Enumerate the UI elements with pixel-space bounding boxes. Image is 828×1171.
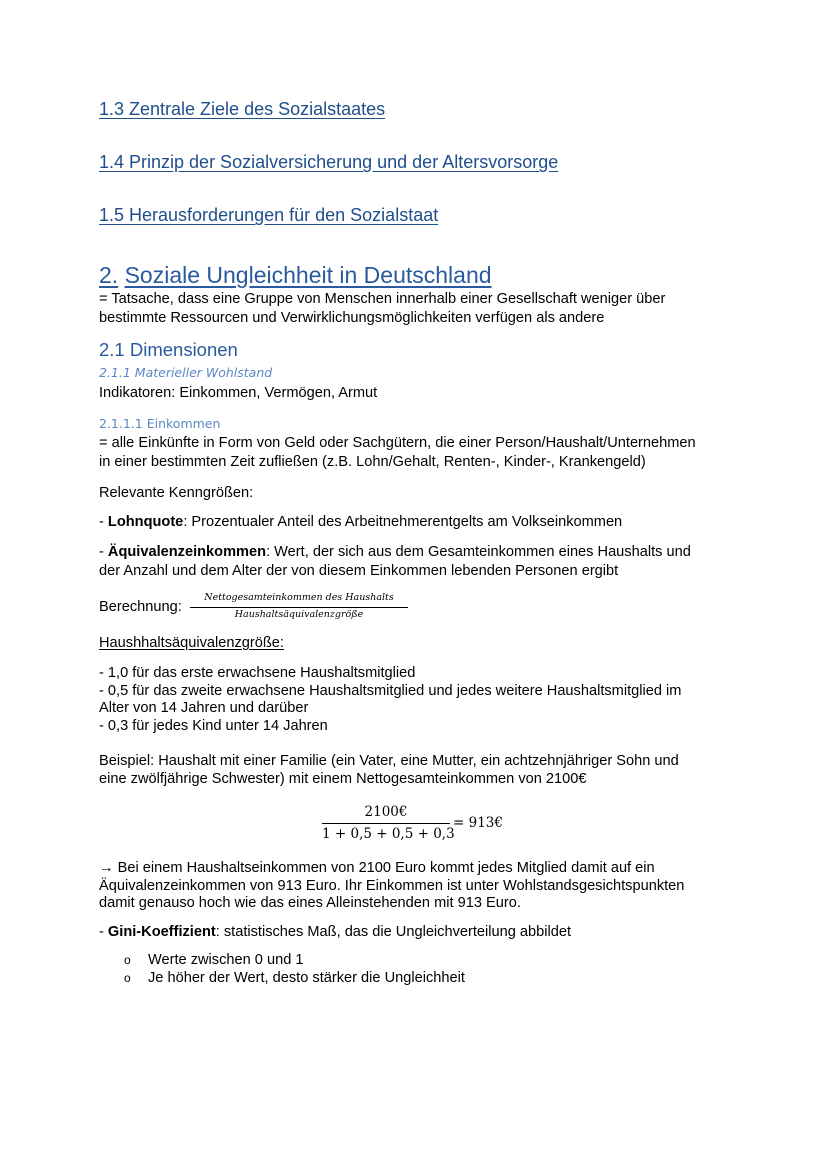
section-2-definition-line-2: bestimmte Ressourcen und Verwirklichungsmöglichkeiten verfügen als andere (99, 310, 605, 326)
aequivalenz-text-line-1: : Wert, der sich aus dem Gesamteinkommen eines Haushalts und (266, 544, 691, 560)
income-definition-line-1: = alle Einkünfte in Form von Geld oder Sachgütern, die einer Person/Haushalt/Unternehmen (99, 435, 696, 451)
example-result: = 913€ (453, 815, 503, 831)
conclusion-line-1: → Bei einem Haushaltseinkommen von 2100 Euro kommt jedes Mitglied damit auf ein (99, 860, 655, 876)
section-2-heading (99, 262, 492, 289)
subsection-2-1-1-1-heading: 2.1.1.1 Einkommen (99, 416, 221, 431)
bullet-circle-icon: o (124, 953, 131, 967)
groesse-line-2: - 0,5 für das zweite erwachsene Haushaltsmitglied und jedes weitere Haushaltsmitglied im (99, 683, 682, 699)
toc-link-1-5[interactable]: 1.5 Herausforderungen für den Sozialstaat (99, 205, 439, 225)
berechnung-label: Berechnung: (99, 599, 182, 615)
lohnquote-prefix: - (99, 514, 108, 530)
indicators-text: Indikatoren: Einkommen, Vermögen, Armut (99, 385, 378, 401)
section-2-title[interactable]: Soziale Ungleichheit in Deutschland (124, 262, 492, 288)
conclusion-line-3: damit genauso hoch wie das eines Alleinstehenden mit 913 Euro. (99, 895, 521, 911)
subsection-2-1-1-heading: 2.1.1 Materieller Wohlstand (99, 365, 273, 380)
toc-link-1-3[interactable]: 1.3 Zentrale Ziele des Sozialstaates (99, 99, 386, 119)
lohnquote-item (99, 513, 622, 531)
subsection-2-1-heading: 2.1 Dimensionen (99, 339, 238, 360)
berechnung-denominator: Haushaltsäquivalenzgröße (234, 609, 364, 620)
conclusion-line-2: Äquivalenzeinkommen von 913 Euro. Ihr Einkommen ist unter Wohlstandsgesichtspunkten (99, 878, 685, 894)
aequivalenz-text-line-2: der Anzahl und dem Alter der von diesem Einkommen lebenden Personen ergibt (99, 563, 619, 579)
groesse-heading: Haushhaltsäquivalenzgröße: (99, 635, 284, 651)
lohnquote-text: : Prozentualer Anteil des Arbeitnehmerentgelts am Volkseinkommen (183, 514, 623, 530)
lohnquote-term: Lohnquote (107, 514, 184, 530)
gini-bullet-1: Werte zwischen 0 und 1 (148, 952, 304, 968)
beispiel-line-1: Beispiel: Haushalt mit einer Familie (ein Vater, eine Mutter, ein achtzehnjähriger Sohn und (99, 753, 679, 769)
income-definition-line-2: in einer bestimmten Zeit zufließen (z.B. Lohn/Gehalt, Renten-, Kinder-, Krankengeld) (99, 454, 646, 470)
example-denominator: 1 + 0,5 + 0,5 + 0,3 (322, 826, 455, 842)
bullet-circle-icon: o (124, 971, 131, 985)
example-numerator: 2100€ (364, 804, 408, 820)
aequivalenz-term: Äquivalenzeinkommen (107, 544, 267, 560)
aequivalenz-prefix: - (99, 544, 108, 560)
gini-text: : statistisches Maß, das die Ungleichverteilung abbildet (215, 924, 572, 940)
groesse-line-1: - 1,0 für das erste erwachsene Haushaltsmitglied (99, 665, 416, 681)
gini-prefix: - (99, 924, 108, 940)
gini-term: Gini-Koeffizient (107, 924, 216, 940)
berechnung-numerator: Nettogesamteinkommen des Haushalts (204, 592, 394, 603)
section-2-number[interactable]: 2. (99, 262, 119, 288)
gini-item (99, 923, 571, 941)
example-fraction-bar (322, 823, 450, 824)
berechnung-fraction-bar (190, 607, 408, 608)
groesse-line-4: - 0,3 für jedes Kind unter 14 Jahren (99, 718, 328, 734)
groesse-line-3: Alter von 14 Jahren und darüber (99, 700, 309, 716)
beispiel-line-2: eine zwölfjährige Schwester) mit einem Nettogesamteinkommen von 2100€ (99, 771, 587, 787)
section-2-definition-line-1: = Tatsache, dass eine Gruppe von Menschen innerhalb einer Gesellschaft weniger über (99, 291, 666, 307)
gini-bullet-2: Je höher der Wert, desto stärker die Ungleichheit (148, 970, 465, 986)
aequivalenz-item (99, 543, 691, 561)
toc-link-1-4[interactable]: 1.4 Prinzip der Sozialversicherung und der Altersvorsorge (99, 152, 559, 172)
relevant-metrics-label: Relevante Kenngrößen: (99, 485, 254, 501)
